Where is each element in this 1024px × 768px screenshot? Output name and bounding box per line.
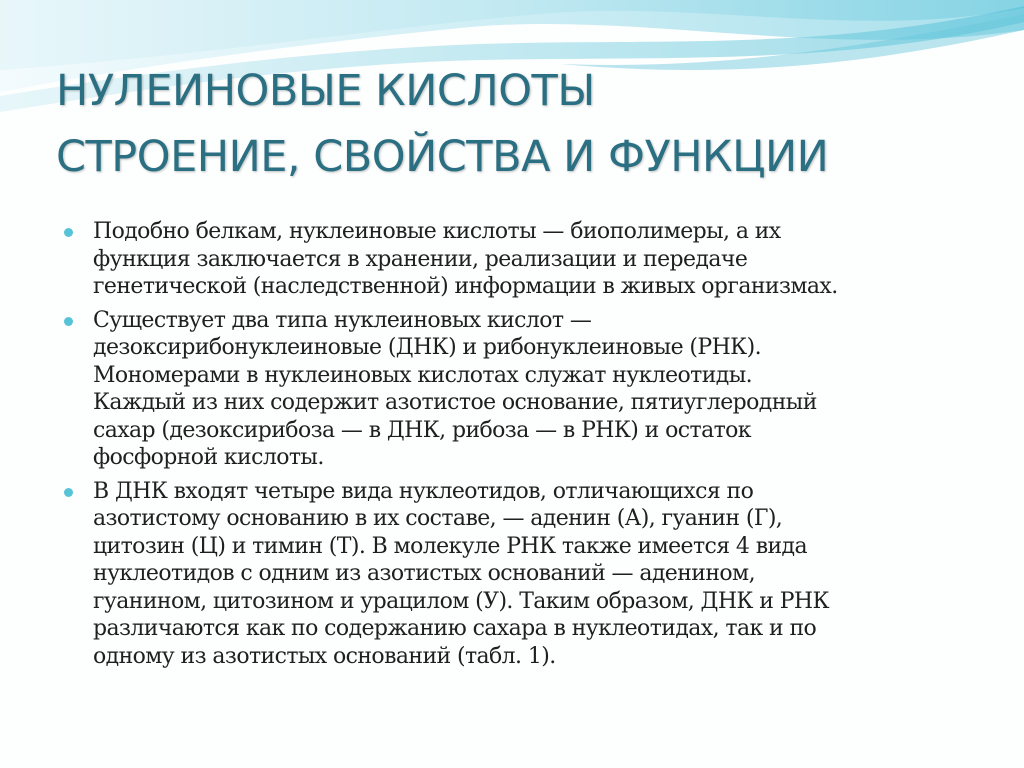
slide-title-line: НУЛЕИНОВЫЕ КИСЛОТЫ bbox=[56, 66, 595, 116]
text-line: В ДНК входят четыре вида нуклеотидов, отличающихся по bbox=[93, 478, 754, 504]
bullet-dot-icon bbox=[64, 488, 73, 497]
text-line: дезоксирибонуклеиновые (ДНК) и рибонуклеиновые (РНК). bbox=[93, 335, 761, 360]
text-line: различаются как по содержанию сахара в нуклеотидах, так и по bbox=[93, 616, 817, 641]
bullet-item bbox=[62, 307, 962, 472]
slide-title bbox=[56, 58, 996, 190]
text-line: Мономерами в нуклеиновых кислотах служат нуклеотиды. bbox=[93, 362, 753, 388]
text-line: азотистому основанию в их составе, — аденин (А), гуанин (Г), bbox=[93, 506, 783, 531]
bullet-text bbox=[93, 218, 962, 301]
text-line: цитозин (Ц) и тимин (Т). В молекуле РНК также имеется 4 вида bbox=[93, 533, 808, 559]
text-line: одному из азотистых оснований (табл. 1). bbox=[93, 643, 556, 669]
text-line: функция заключается в хранении, реализации и передаче bbox=[93, 246, 748, 272]
bullet-item bbox=[62, 218, 962, 301]
bullet-dot-icon bbox=[64, 228, 73, 237]
text-line: Каждый из них содержит азотистое основание, пятиуглеродный bbox=[93, 390, 817, 415]
text-line: генетической (наследственной) информации в живых организмах. bbox=[93, 274, 838, 299]
bullet-dot-icon bbox=[64, 317, 73, 326]
text-line: Существует два типа нуклеиновых кислот — bbox=[93, 307, 592, 333]
text-line: фосфорной кислоты. bbox=[93, 445, 324, 470]
text-line: нуклеотидов с одним из азотистых оснований — аденином, bbox=[93, 561, 755, 586]
text-line: гуанином, цитозином и урацилом (У). Таким образом, ДНК и РНК bbox=[93, 588, 829, 614]
bullet-list bbox=[62, 218, 962, 676]
bullet-text bbox=[93, 478, 962, 671]
text-line: Подобно белкам, нуклеиновые кислоты — биополимеры, а их bbox=[93, 219, 781, 244]
bullet-item bbox=[62, 478, 962, 671]
text-line: сахар (дезоксирибоза — в ДНК, рибоза — в РНК) и остаток bbox=[93, 417, 751, 443]
bullet-text bbox=[93, 307, 962, 472]
slide-title-line: СТРОЕНИЕ, СВОЙСТВА И ФУНКЦИИ bbox=[56, 132, 829, 182]
